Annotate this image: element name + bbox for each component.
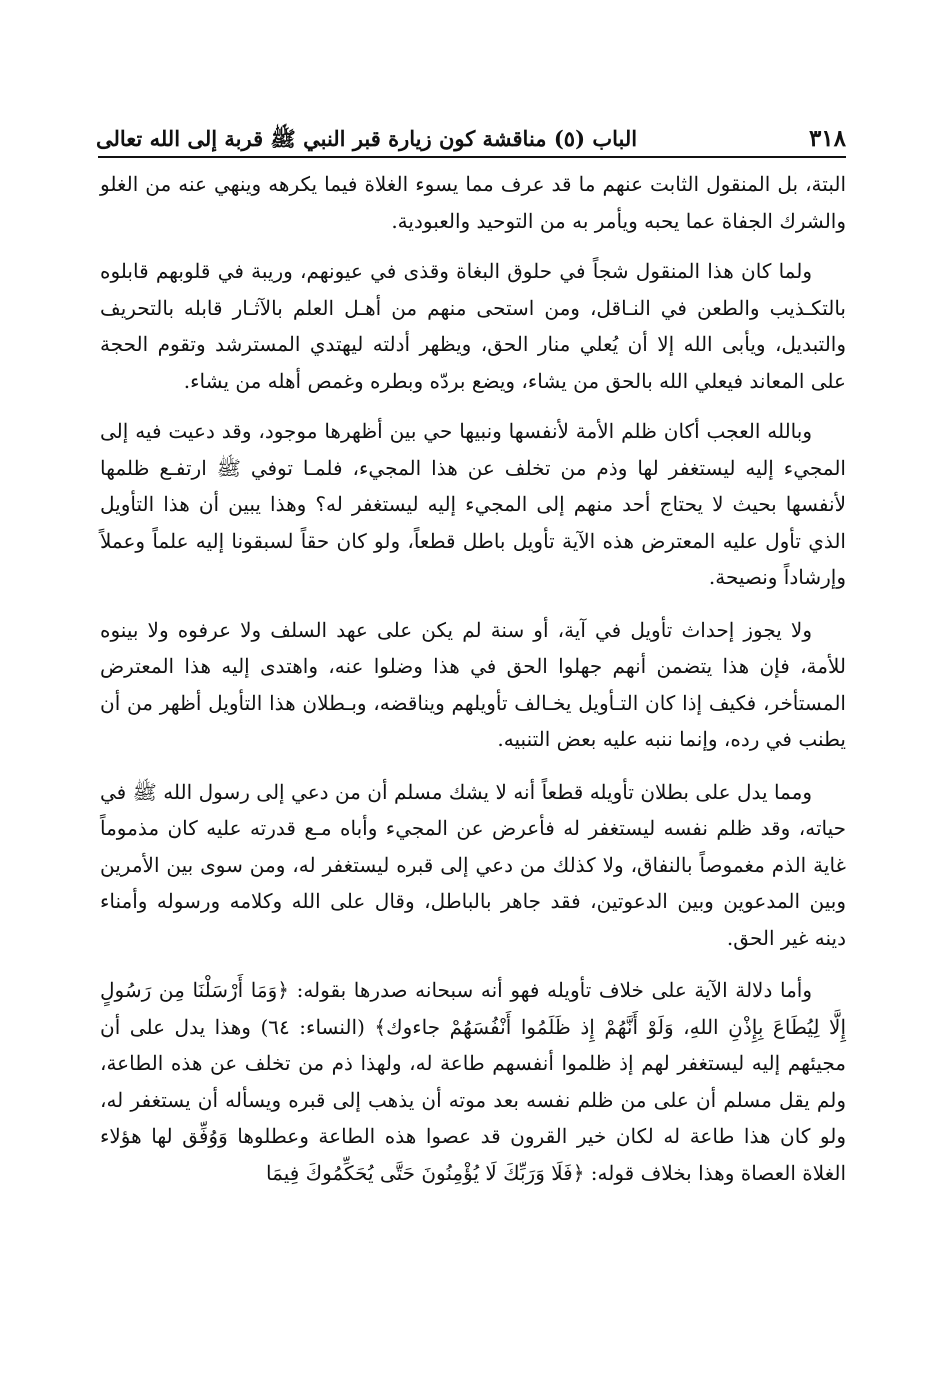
paragraph-2: ولما كان هذا المنقول شجاً في حلوق البغاة وقذى في عيونهم، وريبة في قلوبهم قابلوه بالتكـذيب والطعن في النـاقل، ومن استحى منهم من أهـل العلم بالآثـار قابله بالتحريف والتبديل، ويأبى الله إلا أن يُعلي منار الحق، ويظهر أدلته ليهتدي المسترشد وتقوم الحجة على المعاند فيعلي الله بالحق من يشاء، ويضع بردّه وبطره وغمص أهله من يشاء.: [100, 259, 846, 393]
header-divider: [98, 156, 846, 158]
paragraph-6: وأما دلالة الآية على خلاف تأويله فهو أنه سبحانه صدرها بقوله: ﴿وَمَا أَرْسَلْنَا مِن رَسُولٍ إِلَّا لِيُطَاعَ بِإِذْنِ اللهِ، وَلَوْ أَنَّهُمْ إِذ ظَلَمُوا أَنْفُسَهُمْ جاءوك﴾ (النساء: ٦٤) وهذا يدل على أن مجيئهم إليه ليستغفر لهم إذ ظلموا أنفسهم طاعة له، ولهذا ذم من تخلف عن هذه الطاعة، ولم يقل مسلم أن على من ظلم نفسه بعد موته أن يذهب إلى قبره ويسأله أن يستغفر له، ولو كان هذا طاعة له لكان خير القرون قد عصوا هذه الطاعة وعطلوها وَوُفِّق لها هؤلاء الغلاة العصاة وهذا بخلاف قوله: ﴿فَلَا وَرَبِّكَ لَا يُؤْمِنُونَ حَتَّى يُحَكِّمُوكَ فِيمَا: [100, 978, 846, 1185]
chapter-title: الباب (٥) مناقشة كون زيارة قبر النبي ﷺ قربة إلى الله تعالى: [96, 126, 638, 151]
running-header: [96, 104, 846, 154]
paragraph-3: وبالله العجب أكان ظلم الأمة لأنفسها ونبيها حي بين أظهرها موجود، وقد دعيت فيه إلى المجيء إليه ليستغفر لها وذم من تخلف عن هذا المجيء، فلمـا توفي ﷺ ارتفـع ظلمها لأنفسها بحيث لا يحتاج أحد منهم إلى المجيء إليه ليستغفر له؟ وهذا يبين أن هذا التأويل الذي تأول عليه المعترض هذه الآية تأويل باطل قطعاً، ولو كان حقاً لسبقونا إليه علماً وعملاً وإرشاداً ونصيحة.: [100, 419, 846, 589]
paragraph-1: البتة، بل المنقول الثابت عنهم ما قد عرف مما يسوء الغلاة فيما يكرهه وينهي عنه من الغلو والشرك الجفاة عما يحبه ويأمر به من التوحيد والعبودية.: [100, 172, 846, 233]
paragraph-5: ومما يدل على بطلان تأويله قطعاً أنه لا يشك مسلم أن من دعي إلى رسول الله ﷺ في حياته، وقد ظلم نفسه ليستغفر له فأعرض عن المجيء وأباه مـع قدرته عليه كان مذموماً غاية الذم مغموصاً بالنفاق، ولا كذلك من دعي إلى قبره ليستغفر له، ومن سوى بين الأمرين وبين المدعوين وبين الدعوتين، فقد جاهر بالباطل، وقال على الله وكلامه ورسوله وأمناء دينه غير الحق.: [100, 779, 846, 950]
body-text: [100, 166, 846, 1208]
page-number: ٣١٨: [808, 125, 846, 152]
paragraph-4: ولا يجوز إحداث تأويل في آية، أو سنة لم يكن على عهد السلف ولا عرفوه ولا بينوه للأمة، فإن هذا يتضمن أنهم جهلوا الحق في هذا وضلوا عنه، واهتدى إليه هذا المعترض المستأخر، فكيف إذا كان التـأويل يخـالف تأويلهم ويناقضه، وبـطلان هذا التأويل أظهر من أن يطنب في رده، وإنما ننبه عليه بعض التنبيه.: [100, 617, 846, 751]
